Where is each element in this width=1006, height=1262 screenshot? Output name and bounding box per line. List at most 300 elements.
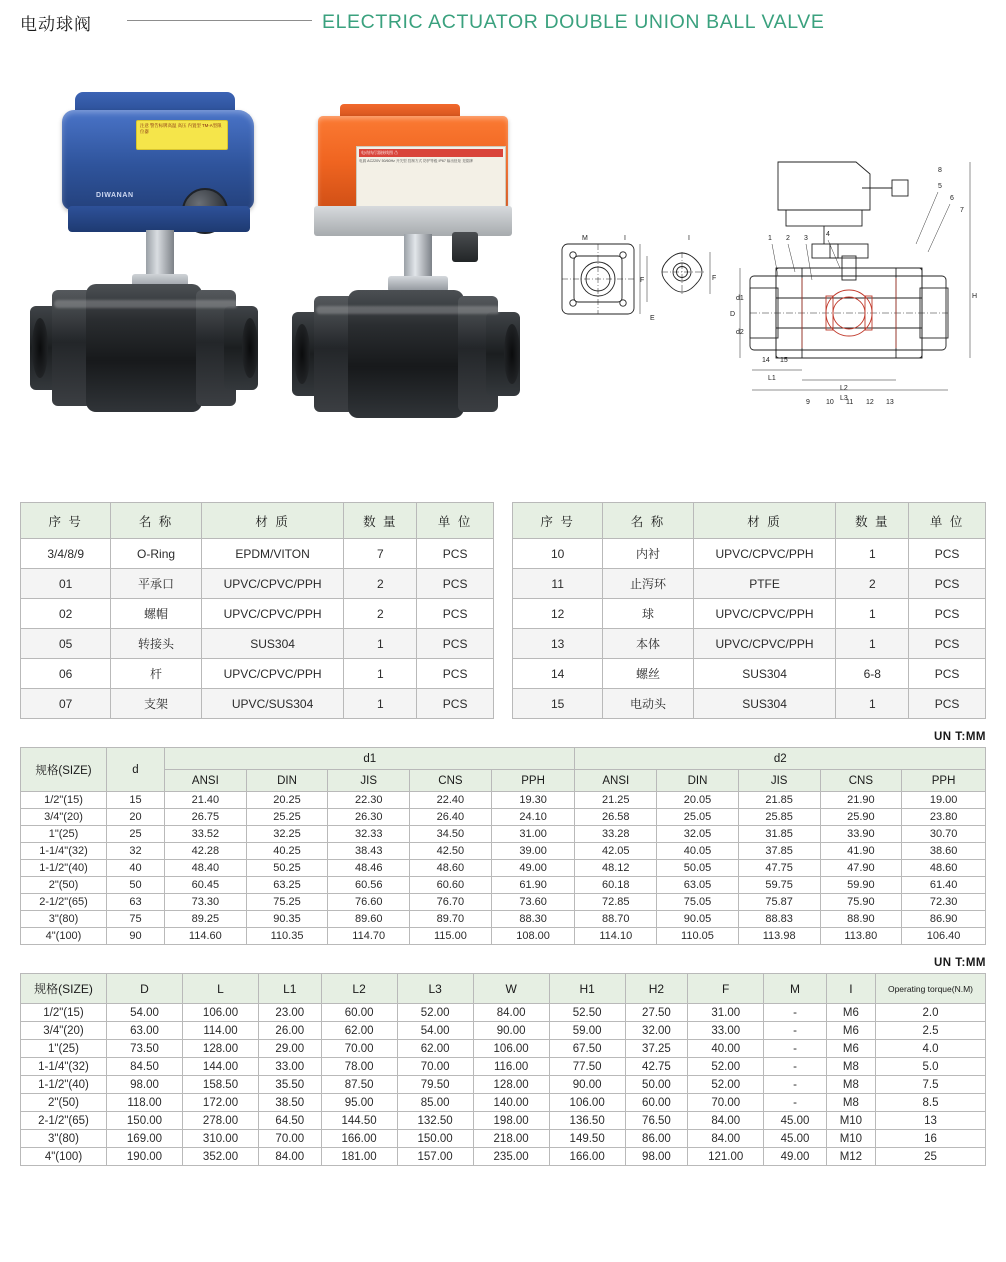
cell-M: - (764, 1058, 827, 1076)
svg-text:10: 10 (826, 399, 834, 406)
cell-d1-jis: 114.70 (328, 928, 410, 945)
d1d2-header-row-1 (21, 748, 986, 770)
cell-qty: 2 (344, 569, 417, 599)
product-photo-blue-actuator-valve (40, 82, 280, 482)
cell-L1: 84.00 (259, 1148, 322, 1166)
cell-d1-din: 110.35 (246, 928, 328, 945)
cell-M: - (764, 1094, 827, 1112)
col-L2: L2 (321, 974, 397, 1004)
valve-bore-left (294, 324, 310, 384)
cell-size: 3"(80) (21, 1130, 107, 1148)
cell-d1-jis: 60.56 (328, 877, 410, 894)
cell-qty: 1 (344, 689, 417, 719)
cell-W: 90.00 (473, 1022, 549, 1040)
drawing-round-flange (662, 235, 716, 294)
cell-unit: PCS (909, 539, 986, 569)
product-photo-orange-actuator-valve (300, 92, 540, 492)
cell-H1: 106.00 (549, 1094, 625, 1112)
cell-I: M8 (826, 1058, 875, 1076)
cell-H1: 67.50 (549, 1040, 625, 1058)
col-d1-ansi: ANSI (165, 770, 247, 792)
cell-torque: 2.0 (876, 1004, 986, 1022)
cell-D: 98.00 (107, 1076, 183, 1094)
cell-d2-pph: 38.60 (902, 843, 986, 860)
col-unit: 单 位 (909, 503, 986, 539)
cell-material: SUS304 (693, 689, 836, 719)
cell-d1-pph: 49.00 (491, 860, 575, 877)
cell-d2-din: 90.05 (657, 911, 739, 928)
cell-W: 84.00 (473, 1004, 549, 1022)
table-row (21, 928, 986, 945)
col-unit: 单 位 (417, 503, 494, 539)
table-row (21, 911, 986, 928)
cell-torque: 16 (876, 1130, 986, 1148)
cell-size: 2-1/2"(65) (21, 1112, 107, 1130)
table-row (21, 792, 986, 809)
cell-H2: 98.00 (625, 1148, 688, 1166)
cell-size: 3/4"(20) (21, 809, 107, 826)
dimension-table-main (20, 973, 986, 1166)
cell-d1-cns: 42.50 (410, 843, 492, 860)
col-index: 序 号 (513, 503, 603, 539)
cell-W: 140.00 (473, 1094, 549, 1112)
cell-unit: PCS (909, 689, 986, 719)
cell-L: 172.00 (183, 1094, 259, 1112)
cell-D: 150.00 (107, 1112, 183, 1130)
cell-d2-jis: 88.83 (738, 911, 820, 928)
cell-d2-jis: 25.85 (738, 809, 820, 826)
cell-d: 20 (107, 809, 165, 826)
cell-F: 40.00 (688, 1040, 764, 1058)
cell-L2: 62.00 (321, 1022, 397, 1040)
cell-M: - (764, 1022, 827, 1040)
cell-W: 218.00 (473, 1130, 549, 1148)
svg-text:11: 11 (846, 399, 854, 406)
cell-L2: 70.00 (321, 1040, 397, 1058)
svg-text:I: I (688, 235, 690, 242)
svg-text:L2: L2 (840, 385, 848, 392)
cell-H1: 166.00 (549, 1148, 625, 1166)
cell-d2-jis: 75.87 (738, 894, 820, 911)
cell-W: 235.00 (473, 1148, 549, 1166)
cell-index: 12 (513, 599, 603, 629)
product-image-area (20, 52, 986, 492)
cell-index: 11 (513, 569, 603, 599)
cell-material: UPVC/CPVC/PPH (693, 539, 836, 569)
cell-d1-pph: 39.00 (491, 843, 575, 860)
cell-unit: PCS (417, 629, 494, 659)
cell-d2-ansi: 72.85 (575, 894, 657, 911)
cell-H2: 76.50 (625, 1112, 688, 1130)
col-material: 材 质 (201, 503, 344, 539)
blue-valve-stem (146, 230, 174, 276)
col-size: 规格(SIZE) (21, 974, 107, 1004)
cell-index: 3/4/8/9 (21, 539, 111, 569)
cell-d1-pph: 31.00 (491, 826, 575, 843)
col-d2-ansi: ANSI (575, 770, 657, 792)
svg-text:E: E (650, 315, 655, 322)
cell-index: 05 (21, 629, 111, 659)
cell-material: UPVC/CPVC/PPH (693, 599, 836, 629)
cell-L1: 29.00 (259, 1040, 322, 1058)
cell-qty: 6-8 (836, 659, 909, 689)
cell-L2: 166.00 (321, 1130, 397, 1148)
cell-unit: PCS (909, 569, 986, 599)
cell-index: 06 (21, 659, 111, 689)
orange-label-body: 电源 AC220V 50/60Hz 开关型 控制方式 防护等级 IP67 输出扭矩 见铭牌 (359, 158, 474, 163)
col-size: 规格(SIZE) (21, 748, 107, 792)
blue-actuator-base (68, 206, 250, 232)
valve-bore-left (32, 318, 48, 378)
cell-F: 84.00 (688, 1112, 764, 1130)
cell-d2-cns: 113.80 (820, 928, 902, 945)
parts-tables-section (20, 502, 986, 719)
orange-valve-stem-assembly (388, 234, 448, 298)
cell-L2: 95.00 (321, 1094, 397, 1112)
cell-d2-din: 110.05 (657, 928, 739, 945)
cell-size: 2"(50) (21, 1094, 107, 1112)
col-group-d2: d2 (575, 748, 986, 770)
cell-M: - (764, 1040, 827, 1058)
cell-d1-pph: 24.10 (491, 809, 575, 826)
cell-d1-cns: 22.40 (410, 792, 492, 809)
cell-qty: 1 (836, 539, 909, 569)
col-qty: 数 量 (344, 503, 417, 539)
unit-note-bottom: UN T:MM (933, 957, 986, 969)
cell-d2-cns: 47.90 (820, 860, 902, 877)
cell-d1-din: 75.25 (246, 894, 328, 911)
cell-L3: 85.00 (397, 1094, 473, 1112)
cell-material: EPDM/VITON (201, 539, 344, 569)
cell-d1-din: 32.25 (246, 826, 328, 843)
cell-d2-pph: 86.90 (902, 911, 986, 928)
cell-index: 13 (513, 629, 603, 659)
cell-d: 75 (107, 911, 165, 928)
svg-text:L1: L1 (768, 375, 776, 382)
cell-d1-cns: 26.40 (410, 809, 492, 826)
cell-d1-ansi: 26.75 (165, 809, 247, 826)
cell-F: 52.00 (688, 1076, 764, 1094)
svg-text:15: 15 (780, 357, 788, 364)
cell-L: 106.00 (183, 1004, 259, 1022)
cell-size: 1"(25) (21, 826, 107, 843)
col-I: I (826, 974, 875, 1004)
cell-d: 40 (107, 860, 165, 877)
orange-actuator-wiring-label (356, 146, 506, 208)
cell-d2-ansi: 33.28 (575, 826, 657, 843)
dimensions-header-row (21, 974, 986, 1004)
cell-unit: PCS (909, 659, 986, 689)
col-L1: L1 (259, 974, 322, 1004)
cell-D: 84.50 (107, 1058, 183, 1076)
cell-d1-cns: 48.60 (410, 860, 492, 877)
valve-bore-right (504, 324, 520, 384)
cell-M: - (764, 1004, 827, 1022)
cell-d2-din: 40.05 (657, 843, 739, 860)
svg-text:12: 12 (866, 399, 874, 406)
col-operating-torque: Operating torque(N.M) (876, 974, 986, 1004)
orange-label-title: 电动执行器接线图 ⚠ (359, 149, 503, 157)
cell-H1: 52.50 (549, 1004, 625, 1022)
cell-qty: 1 (836, 599, 909, 629)
table-row (21, 599, 494, 629)
header-divider (127, 20, 312, 21)
cell-unit: PCS (417, 599, 494, 629)
cell-d2-din: 50.05 (657, 860, 739, 877)
cell-M: 45.00 (764, 1112, 827, 1130)
cell-name: 本体 (603, 629, 693, 659)
svg-text:F: F (712, 275, 717, 282)
cell-d1-pph: 108.00 (491, 928, 575, 945)
svg-text:5: 5 (938, 183, 942, 190)
cell-I: M6 (826, 1004, 875, 1022)
cell-name: O-Ring (111, 539, 201, 569)
cell-qty: 2 (344, 599, 417, 629)
drawing-valve-section (730, 162, 977, 402)
cell-L: 278.00 (183, 1112, 259, 1130)
cell-size: 1-1/4"(32) (21, 843, 107, 860)
table-row (513, 689, 986, 719)
cell-F: 52.00 (688, 1058, 764, 1076)
cell-L2: 78.00 (321, 1058, 397, 1076)
cell-index: 02 (21, 599, 111, 629)
cell-H1: 59.00 (549, 1022, 625, 1040)
cell-material: PTFE (693, 569, 836, 599)
cell-H1: 149.50 (549, 1130, 625, 1148)
technical-drawings (540, 148, 1006, 478)
svg-text:4: 4 (826, 231, 830, 238)
cell-L1: 38.50 (259, 1094, 322, 1112)
svg-text:d2: d2 (736, 329, 744, 336)
cell-H2: 50.00 (625, 1076, 688, 1094)
cell-d1-ansi: 60.45 (165, 877, 247, 894)
cell-H2: 42.75 (625, 1058, 688, 1076)
svg-text:3: 3 (804, 235, 808, 242)
cell-L: 158.50 (183, 1076, 259, 1094)
blue-valve-body (30, 284, 276, 414)
cell-L2: 60.00 (321, 1004, 397, 1022)
svg-text:L3: L3 (840, 395, 848, 402)
cell-d1-ansi: 21.40 (165, 792, 247, 809)
col-H2: H2 (625, 974, 688, 1004)
cell-d1-cns: 60.60 (410, 877, 492, 894)
svg-text:8: 8 (938, 167, 942, 174)
col-H1: H1 (549, 974, 625, 1004)
table-row (21, 860, 986, 877)
cell-material: SUS304 (693, 659, 836, 689)
svg-text:I: I (624, 235, 626, 242)
cell-d1-cns: 115.00 (410, 928, 492, 945)
cell-material: UPVC/CPVC/PPH (201, 599, 344, 629)
cell-D: 54.00 (107, 1004, 183, 1022)
cell-L3: 70.00 (397, 1058, 473, 1076)
cell-d2-pph: 61.40 (902, 877, 986, 894)
svg-text:d1: d1 (736, 295, 744, 302)
table-row (513, 659, 986, 689)
col-L: L (183, 974, 259, 1004)
cell-name: 电动头 (603, 689, 693, 719)
svg-text:D: D (730, 311, 736, 318)
cell-size: 1-1/2"(40) (21, 1076, 107, 1094)
cell-size: 3"(80) (21, 911, 107, 928)
table-row (21, 1148, 986, 1166)
page-header (0, 0, 1006, 52)
cell-L2: 87.50 (321, 1076, 397, 1094)
cell-material: UPVC/SUS304 (201, 689, 344, 719)
cell-d: 50 (107, 877, 165, 894)
cell-d2-jis: 37.85 (738, 843, 820, 860)
cell-index: 01 (21, 569, 111, 599)
cell-L: 310.00 (183, 1130, 259, 1148)
cell-L: 114.00 (183, 1022, 259, 1040)
cell-d2-din: 20.05 (657, 792, 739, 809)
cell-d2-jis: 31.85 (738, 826, 820, 843)
cell-d2-ansi: 114.10 (575, 928, 657, 945)
cell-d1-jis: 32.33 (328, 826, 410, 843)
cell-size: 2-1/2"(65) (21, 894, 107, 911)
cell-torque: 25 (876, 1148, 986, 1166)
cell-d1-cns: 89.70 (410, 911, 492, 928)
cell-index: 07 (21, 689, 111, 719)
table-row (21, 539, 494, 569)
cell-L3: 150.00 (397, 1130, 473, 1148)
cell-name: 螺帽 (111, 599, 201, 629)
cell-M: 49.00 (764, 1148, 827, 1166)
cell-d1-din: 63.25 (246, 877, 328, 894)
cell-H2: 86.00 (625, 1130, 688, 1148)
cell-L2: 144.50 (321, 1112, 397, 1130)
cell-H1: 90.00 (549, 1076, 625, 1094)
table-row (21, 1076, 986, 1094)
cell-d2-jis: 113.98 (738, 928, 820, 945)
page-title-en: ELECTRIC ACTUATOR DOUBLE UNION BALL VALVE (322, 11, 825, 33)
page-title-cn: 电动球阀 (20, 15, 92, 34)
cell-d2-cns: 41.90 (820, 843, 902, 860)
col-index: 序 号 (21, 503, 111, 539)
table-row (513, 539, 986, 569)
cell-L3: 157.00 (397, 1148, 473, 1166)
svg-text:7: 7 (960, 207, 964, 214)
cell-D: 169.00 (107, 1130, 183, 1148)
cell-I: M8 (826, 1076, 875, 1094)
col-M: M (764, 974, 827, 1004)
col-d2-jis: JIS (738, 770, 820, 792)
cell-d2-din: 75.05 (657, 894, 739, 911)
cell-d1-jis: 89.60 (328, 911, 410, 928)
table-row (21, 629, 494, 659)
col-material: 材 质 (693, 503, 836, 539)
col-d1-din: DIN (246, 770, 328, 792)
table-row (21, 1004, 986, 1022)
svg-text:13: 13 (886, 399, 894, 406)
cell-d1-din: 40.25 (246, 843, 328, 860)
cell-d1-jis: 76.60 (328, 894, 410, 911)
cell-index: 14 (513, 659, 603, 689)
cell-L: 144.00 (183, 1058, 259, 1076)
cell-name: 杆 (111, 659, 201, 689)
svg-text:14: 14 (762, 357, 770, 364)
cell-I: M10 (826, 1130, 875, 1148)
cell-H2: 60.00 (625, 1094, 688, 1112)
cell-name: 止泻环 (603, 569, 693, 599)
cell-d2-din: 32.05 (657, 826, 739, 843)
blue-actuator-warning-label: 注意 警告标牌高温 高压 内置型 TM-A型限位器 (136, 120, 228, 150)
cell-d2-cns: 75.90 (820, 894, 902, 911)
table-row (21, 689, 494, 719)
cell-d2-din: 25.05 (657, 809, 739, 826)
table-row (513, 599, 986, 629)
cell-H2: 27.50 (625, 1004, 688, 1022)
cell-index: 15 (513, 689, 603, 719)
col-group-d1: d1 (165, 748, 575, 770)
cell-L1: 64.50 (259, 1112, 322, 1130)
technical-drawing-svg (540, 148, 1006, 478)
cell-L1: 23.00 (259, 1004, 322, 1022)
cell-d1-ansi: 114.60 (165, 928, 247, 945)
col-name: 名 称 (111, 503, 201, 539)
orange-valve-body (292, 290, 538, 420)
cell-d2-pph: 19.00 (902, 792, 986, 809)
cell-unit: PCS (417, 539, 494, 569)
cell-d1-jis: 22.30 (328, 792, 410, 809)
cell-d: 25 (107, 826, 165, 843)
cell-torque: 13 (876, 1112, 986, 1130)
cell-name: 支架 (111, 689, 201, 719)
orange-actuator-cable-gland (452, 232, 478, 262)
cell-L: 128.00 (183, 1040, 259, 1058)
cell-D: 190.00 (107, 1148, 183, 1166)
parts-table-left (20, 502, 494, 719)
cell-d2-jis: 47.75 (738, 860, 820, 877)
cell-name: 螺丝 (603, 659, 693, 689)
cell-material: UPVC/CPVC/PPH (201, 569, 344, 599)
cell-d: 90 (107, 928, 165, 945)
table-row (21, 1130, 986, 1148)
cell-d2-ansi: 60.18 (575, 877, 657, 894)
cell-d1-cns: 34.50 (410, 826, 492, 843)
cell-d1-ansi: 42.28 (165, 843, 247, 860)
cell-size: 4"(100) (21, 1148, 107, 1166)
cell-d1-cns: 76.70 (410, 894, 492, 911)
table-row (21, 659, 494, 689)
cell-F: 84.00 (688, 1130, 764, 1148)
col-d2-cns: CNS (820, 770, 902, 792)
cell-unit: PCS (417, 659, 494, 689)
cell-W: 116.00 (473, 1058, 549, 1076)
cell-torque: 5.0 (876, 1058, 986, 1076)
cell-d1-jis: 26.30 (328, 809, 410, 826)
cell-name: 转接头 (111, 629, 201, 659)
cell-d1-jis: 38.43 (328, 843, 410, 860)
cell-L2: 181.00 (321, 1148, 397, 1166)
cell-name: 平承口 (111, 569, 201, 599)
cell-size: 1/2"(15) (21, 792, 107, 809)
cell-name: 球 (603, 599, 693, 629)
cell-d: 15 (107, 792, 165, 809)
orange-actuator-housing (318, 116, 508, 210)
cell-d2-pph: 30.70 (902, 826, 986, 843)
cell-d2-cns: 33.90 (820, 826, 902, 843)
table-row (21, 809, 986, 826)
cell-size: 1/2"(15) (21, 1004, 107, 1022)
cell-L3: 52.00 (397, 1004, 473, 1022)
cell-size: 1-1/4"(32) (21, 1058, 107, 1076)
cell-L1: 33.00 (259, 1058, 322, 1076)
cell-unit: PCS (417, 569, 494, 599)
cell-L1: 35.50 (259, 1076, 322, 1094)
cell-d2-ansi: 21.25 (575, 792, 657, 809)
cell-d2-ansi: 88.70 (575, 911, 657, 928)
